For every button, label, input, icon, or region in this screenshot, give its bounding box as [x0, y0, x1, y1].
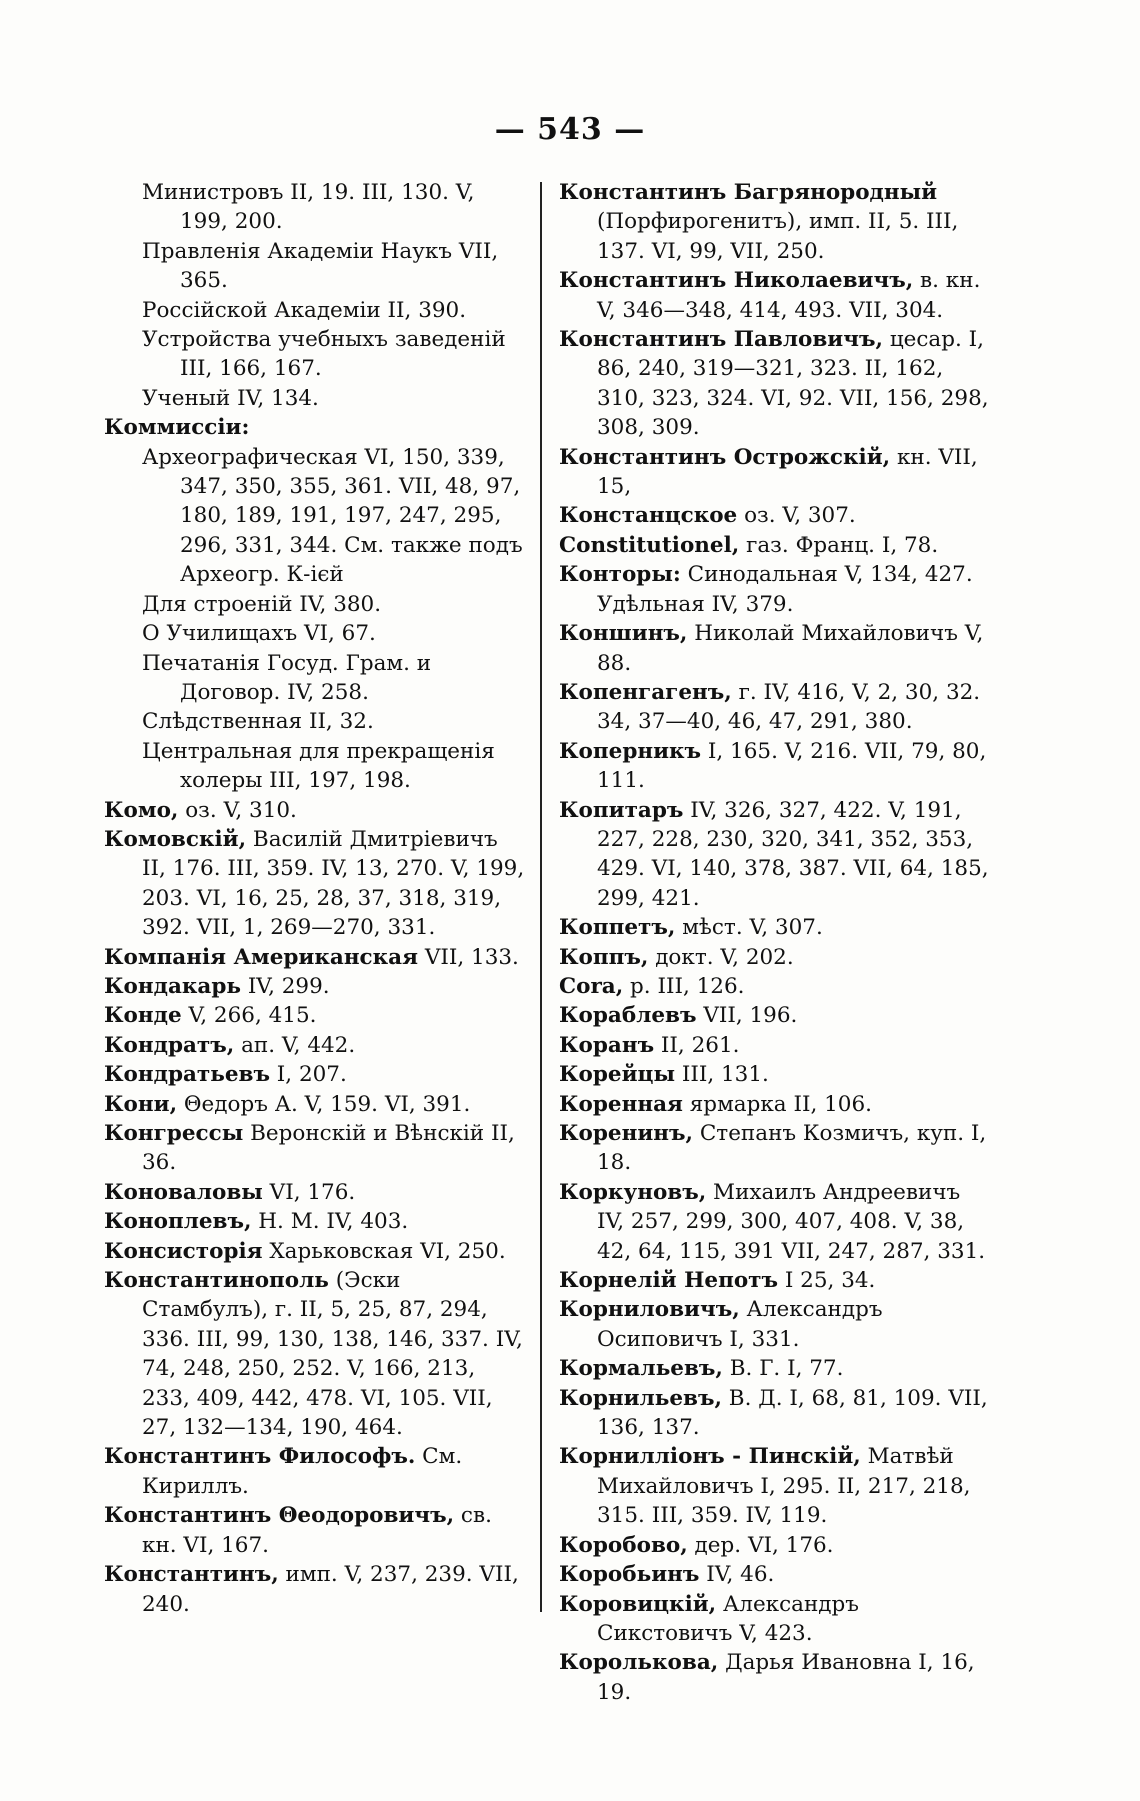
index-entry [559, 943, 991, 972]
entry-references: Николай Михайловичъ V, 88. [597, 621, 984, 676]
entry-references: Для строеній IV, 380. [142, 591, 382, 617]
entry-references: В. Г. I, 77. [722, 1356, 844, 1382]
entry-headword: Компанія Американская [104, 944, 418, 970]
index-entry [559, 1442, 991, 1530]
entry-references: II, 261. [654, 1032, 740, 1058]
entry-headword: Коппъ, [559, 944, 649, 970]
index-entry [104, 1266, 526, 1442]
entry-references: В. Д. I, 68, 81, 109. VII, 136, 137. [597, 1385, 988, 1441]
index-entry [104, 384, 526, 413]
entry-headword: Королькова, [559, 1650, 719, 1676]
entry-references: Устройства учебныхъ заведеній III, 166, 167. [142, 327, 506, 382]
entry-headword: Коробьинъ [559, 1562, 700, 1588]
entry-references: Центральная для прекращенія холеры III, 197, 198. [142, 738, 495, 794]
entry-headword: Коншинъ, [559, 621, 688, 647]
index-entry [559, 1031, 991, 1060]
index-entry [559, 913, 991, 942]
index-entry [559, 1648, 991, 1707]
entry-references: мѣст. V, 307. [675, 915, 823, 941]
entry-headword: Коноваловы [104, 1179, 263, 1205]
entry-headword: Константинъ, [104, 1562, 279, 1588]
entry-headword: Конгрессы [104, 1121, 244, 1146]
entry-headword: Коркуновъ, [559, 1179, 707, 1205]
entry-references: Θедоръ А. V, 159. VI, 391. [177, 1091, 471, 1117]
index-entry [104, 237, 526, 296]
entry-headword: Коноплевъ, [104, 1209, 252, 1235]
entry-headword: Кормальевъ, [559, 1356, 723, 1382]
index-entry [104, 1560, 526, 1619]
entry-headword: Корнилліонъ - Пинскій, [559, 1444, 861, 1470]
entry-headword: Кони, [104, 1091, 178, 1117]
index-entry [559, 178, 991, 266]
entry-references: VII, 196. [696, 1003, 798, 1029]
index-entry [559, 1354, 991, 1383]
entry-headword: Коренная [559, 1091, 683, 1117]
entry-headword: Коробово, [559, 1532, 688, 1558]
entry-headword: Копитаръ [559, 797, 684, 823]
entry-references: I, 207. [269, 1062, 347, 1088]
entry-headword: Константинополь [104, 1268, 329, 1294]
entry-headword: Корейцы [559, 1062, 675, 1088]
entry-references: VII, 133. [418, 944, 519, 970]
index-entry [559, 1295, 991, 1354]
index-entry [104, 1237, 526, 1266]
entry-headword: Комовскій, [104, 826, 247, 852]
index-entry [104, 1001, 526, 1030]
entry-references: оз. V, 307. [737, 503, 856, 529]
index-entry [559, 501, 991, 530]
index-entry [104, 1031, 526, 1060]
index-entry [559, 266, 991, 325]
index-entry [104, 649, 526, 708]
entry-headword: Константинъ Θеодоровичъ, [104, 1503, 455, 1529]
entry-references: III, 131. [675, 1062, 769, 1088]
entry-headword: Кондакарь [104, 973, 241, 999]
index-entry [104, 1119, 526, 1178]
entry-references: О Училищахъ VI, 67. [142, 621, 376, 647]
index-entry [104, 796, 526, 825]
entry-references: газ. Франц. I, 78. [739, 532, 939, 558]
index-entry [559, 531, 991, 560]
entry-headword: Кондратъ, [104, 1032, 235, 1058]
entry-references: ярмарка II, 106. [682, 1091, 872, 1117]
entry-references: Слѣдственная II, 32. [142, 709, 374, 735]
entry-references: Матвѣй Михайловичъ I, 295. II, 217, 218, 315. III, 359. IV, 119. [597, 1444, 971, 1529]
entry-references: г. IV, 416, V, 2, 30, 32. 34, 37—40, 46, 47, 291, 380. [597, 679, 981, 735]
entry-references: IV, 326, 327, 422. V, 191, 227, 228, 230, 320, 341, 352, 353, 429. VI, 140, 378, 387. VII, 64, 185, 299, 421. [597, 797, 989, 911]
index-entry [559, 796, 991, 914]
entry-headword: Константинъ Павловичъ, [559, 327, 883, 353]
entry-headword: Коранъ [559, 1032, 655, 1058]
entry-headword: Кондратьевъ [104, 1062, 270, 1088]
index-entry [559, 1001, 991, 1030]
index-entry [104, 737, 526, 796]
index-entry [559, 619, 991, 678]
entry-references: VI, 176. [262, 1179, 356, 1205]
entry-references: св. кн. VI, 167. [142, 1503, 492, 1558]
index-entry [104, 707, 526, 736]
entry-headword: Константинъ Багрянородный [559, 180, 938, 205]
entry-references: р. III, 126. [623, 973, 745, 999]
entry-references: ап. V, 442. [234, 1032, 356, 1058]
entry-headword: Консисторія [104, 1238, 263, 1264]
entry-headword: Коровицкій, [559, 1591, 717, 1617]
index-entry [104, 590, 526, 619]
entry-headword: Корнильевъ, [559, 1385, 722, 1411]
entry-references: цесар. I, 86, 240, 319—321, 323. II, 162, 310, 323, 324. VI, 92. VII, 156, 298, 308, 309. [597, 327, 989, 441]
entry-headword: Конторы: [559, 562, 681, 588]
entry-references: Василій Дмитріевичъ II, 176. III, 359. IV, 13, 270. V, 199, 203. VI, 16, 25, 28, 37, 318, 319, 392. VII, 1, 269—270, 331. [142, 826, 525, 941]
entry-headword: Корнелій Непотъ [559, 1268, 778, 1294]
index-entry [559, 1178, 991, 1266]
right-column [559, 178, 991, 1707]
entry-headword: Коренинъ, [559, 1121, 694, 1146]
entry-references: Н. М. IV, 403. [251, 1209, 409, 1235]
entry-headword: Комо, [104, 797, 179, 823]
index-entry [559, 325, 991, 443]
entry-references: Ученый IV, 134. [142, 385, 319, 411]
entry-references: IV, 46. [699, 1562, 775, 1588]
entry-references: Археографическая VI, 150, 339, 347, 350, 355, 361. VII, 48, 97, 180, 189, 191, 197, 247, 295, 296, 331, 344. См. также подъ Археогр. К-ієй [142, 444, 523, 588]
index-entry [104, 1060, 526, 1089]
entry-references: IV, 299. [240, 973, 330, 999]
entry-references: Александръ Осиповичъ I, 331. [597, 1297, 883, 1352]
entry-references: в. кн. V, 346—348, 414, 493. VII, 304. [597, 268, 981, 323]
index-entry [559, 1590, 991, 1649]
entry-headword: Коперникъ [559, 738, 702, 764]
entry-headword: Констанцское [559, 503, 738, 529]
entry-headword: Конде [104, 1003, 182, 1029]
index-entry [559, 737, 991, 796]
column-divider [540, 182, 542, 1612]
entry-references: Печатанія Госуд. Грам. и Договор. IV, 258. [142, 650, 432, 705]
entry-references: I, 165. V, 216. VII, 79, 80, 111. [597, 738, 987, 794]
index-entry [104, 1501, 526, 1560]
entry-headword: Константинъ Острожскій, [559, 444, 891, 470]
index-entry [559, 1119, 991, 1178]
entry-references: Александръ Сикстовичъ V, 423. [597, 1591, 859, 1646]
index-entry [559, 972, 991, 1001]
index-entry [104, 1178, 526, 1207]
entry-references: дер. VI, 176. [687, 1532, 834, 1558]
entry-references: Правленія Академіи Наукъ VII, 365. [142, 238, 499, 294]
entry-references: См. Кириллъ. [142, 1444, 463, 1499]
entry-references: Дарья Ивановна I, 16, 19. [597, 1650, 975, 1705]
index-entry [104, 178, 526, 237]
index-entry [104, 296, 526, 325]
entry-references: Степанъ Козмичъ, куп. I, 18. [597, 1121, 987, 1176]
index-entry [104, 825, 526, 943]
entry-references: Харьковская VI, 250. [262, 1238, 506, 1264]
index-entry [559, 1384, 991, 1443]
entry-references: Синодальная V, 134, 427. Удѣльная IV, 379. [597, 562, 973, 617]
index-entry [559, 1060, 991, 1089]
index-entry [104, 443, 526, 590]
index-entry [104, 1090, 526, 1119]
entry-references: (Эски Стамбулъ), г. II, 5, 25, 87, 294, 336. III, 99, 130, 138, 146, 337. IV, 74, 248, 250, 252. V, 166, 213, 233, 409, 442, 478. VI, 105. VII, 27, 132—134, 190, 464. [142, 1268, 523, 1441]
index-entry [104, 943, 526, 972]
entry-references: Михаилъ Андреевичъ IV, 257, 299, 300, 407, 408. V, 38, 42, 64, 115, 391 VII, 247, 287, 331. [597, 1179, 986, 1264]
index-entry [559, 1090, 991, 1119]
entry-headword: Cora, [559, 973, 624, 999]
entry-references: V, 266, 415. [181, 1003, 317, 1029]
index-entry [559, 1531, 991, 1560]
entry-references: (Порфирогенитъ), имп. II, 5. III, 137. VI, 99, VII, 250. [597, 209, 959, 264]
entry-references: имп. V, 237, 239. VII, 240. [142, 1562, 519, 1617]
left-column [104, 178, 526, 1619]
index-entry [559, 443, 991, 502]
entry-references: кн. VII, 15, [597, 444, 978, 500]
index-entry [559, 560, 991, 619]
entry-references: докт. V, 202. [648, 944, 794, 970]
entry-headword: Копенгагенъ, [559, 679, 732, 705]
entry-headword: Кораблевъ [559, 1003, 697, 1029]
entry-headword: Коппетъ, [559, 915, 676, 941]
entry-references: I 25, 34. [778, 1268, 876, 1294]
entry-headword: Constitutionel, [559, 532, 740, 558]
entry-references: оз. V, 310. [178, 797, 297, 823]
index-entry [559, 678, 991, 737]
entry-references: Веронскій и Вѣнскій II, 36. [142, 1121, 515, 1176]
entry-headword: Корниловичъ, [559, 1297, 740, 1323]
index-entry [104, 1207, 526, 1236]
index-entry [104, 972, 526, 1001]
index-entry [559, 1266, 991, 1295]
entry-headword: Константинъ Философъ. [104, 1444, 416, 1470]
index-entry [104, 325, 526, 384]
index-entry [559, 1560, 991, 1589]
entry-headword: Коммиссіи: [104, 415, 250, 441]
index-entry [104, 1442, 526, 1501]
entry-references: Россійской Академіи II, 390. [142, 297, 467, 323]
page-number: — 543 — [494, 112, 646, 147]
index-entry [104, 619, 526, 648]
entry-headword: Константинъ Николаевичъ, [559, 268, 914, 294]
entry-references: Министровъ II, 19. III, 130. V, 199, 200. [142, 180, 475, 235]
index-entry [104, 413, 526, 442]
